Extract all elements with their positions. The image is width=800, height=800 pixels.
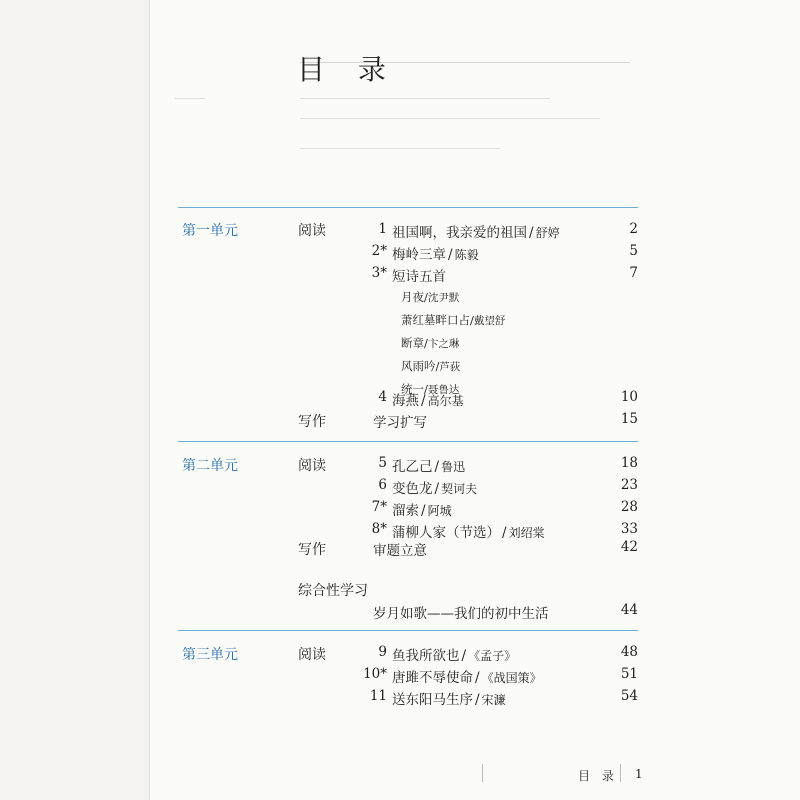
entry-page: 7 (629, 265, 638, 281)
section-label-comprehensive: 综合性学习 (298, 583, 368, 599)
toc-entry[interactable] (360, 499, 638, 517)
separator: / (421, 393, 426, 409)
unit-label: 第三单元 (182, 647, 238, 663)
entry-author: 舒婷 (535, 226, 560, 240)
poem-author: 戴望舒 (473, 315, 506, 327)
entry-number: 4 (378, 389, 387, 405)
entry-title: 孔乙己 (392, 459, 433, 475)
entry-author: 《孟子》 (468, 649, 517, 663)
entry-page: 42 (620, 539, 638, 555)
toc-entry[interactable] (360, 477, 638, 495)
separator: / (470, 313, 474, 327)
separator: / (475, 670, 480, 686)
entry-author: 《战国策》 (481, 671, 542, 685)
poem-author: 聂鲁达 (427, 384, 460, 396)
separator: / (448, 247, 453, 263)
entry-page: 10 (620, 389, 638, 405)
entry-title: 梅岭三章 (392, 247, 446, 263)
section-label-reading: 阅读 (298, 458, 326, 474)
poem-entry[interactable] (401, 358, 460, 374)
entry-number: 7* (371, 499, 387, 515)
entry-number: 2* (371, 243, 387, 259)
poem-entry[interactable] (401, 312, 505, 328)
entry-author: 契诃夫 (441, 482, 478, 496)
entry-author: 刘绍棠 (508, 526, 545, 540)
entry-title: 蒲柳人家（节选） (392, 525, 500, 541)
entry-title: 溜索 (392, 503, 419, 519)
page-title: 目 录 (297, 53, 398, 86)
poem-author: 芦荻 (439, 361, 461, 373)
entry-number: 10* (363, 666, 387, 682)
unit-divider (178, 441, 638, 442)
separator: / (434, 481, 440, 497)
entry-number: 5 (378, 455, 387, 471)
entry-number: 1 (378, 221, 387, 237)
separator: / (424, 382, 428, 396)
entry-page: 15 (620, 411, 638, 427)
poem-title: 风雨吟 (401, 359, 436, 373)
toc-entry[interactable] (360, 455, 638, 473)
entry-title: 变色龙 (392, 481, 433, 497)
footer-divider (620, 764, 621, 782)
entry-title: 海燕 (392, 393, 419, 409)
entry-title: 短诗五首 (392, 269, 446, 285)
section-label-writing: 写作 (298, 542, 326, 558)
unit-divider (178, 630, 638, 631)
entry-page: 54 (620, 688, 638, 704)
footer-label: 目 录 (578, 769, 618, 783)
entry-number: 6 (378, 477, 387, 493)
entry-author: 高尔基 (427, 394, 464, 408)
entry-author: 鲁迅 (441, 460, 466, 474)
writing-entry[interactable]: 学习扩写 (373, 415, 427, 431)
section-label-reading: 阅读 (298, 647, 326, 663)
poem-title: 统一 (401, 382, 424, 396)
entry-page: 48 (620, 644, 638, 660)
unit-label: 第二单元 (182, 458, 238, 474)
separator: / (424, 336, 428, 350)
toc-entry[interactable] (360, 521, 638, 539)
entry-number: 8* (371, 521, 387, 537)
toc-entry[interactable] (360, 265, 638, 283)
toc-entry[interactable] (360, 389, 638, 407)
separator: / (461, 648, 467, 664)
entry-page: 44 (620, 602, 638, 618)
toc-entry[interactable] (360, 644, 638, 662)
entry-page: 23 (620, 477, 638, 493)
separator: / (529, 225, 534, 241)
comprehensive-entry[interactable]: 岁月如歌——我们的初中生活 (373, 606, 549, 622)
poem-title: 萧红墓畔口占 (401, 313, 470, 327)
entry-page: 51 (620, 666, 638, 682)
entry-page: 18 (620, 455, 638, 471)
entry-number: 3* (371, 265, 387, 281)
separator: / (475, 692, 480, 708)
toc-entry[interactable] (360, 666, 638, 684)
entry-title: 送东阳马生序 (392, 692, 473, 708)
poem-author: 沈尹默 (427, 292, 460, 304)
poem-entry[interactable] (401, 335, 459, 351)
separator: / (502, 525, 507, 541)
entry-page: 33 (620, 521, 638, 537)
section-label-reading: 阅读 (298, 223, 326, 239)
toc-entry[interactable] (360, 688, 638, 706)
entry-author: 陈毅 (454, 248, 479, 262)
page-number: 1 (635, 767, 643, 781)
entry-author: 宋濂 (481, 693, 506, 707)
entry-number: 11 (369, 688, 387, 704)
footer-divider (482, 764, 483, 782)
entry-page: 28 (620, 499, 638, 515)
entry-page: 5 (629, 243, 638, 259)
section-label-writing: 写作 (298, 414, 326, 430)
separator: / (435, 359, 440, 373)
entry-title: 祖国啊，我亲爱的祖国 (392, 225, 527, 241)
toc-entry[interactable] (360, 243, 638, 261)
poem-title: 断章 (401, 336, 424, 350)
entry-title: 唐雎不辱使命 (392, 670, 473, 686)
entry-title: 鱼我所欲也 (392, 648, 460, 664)
poem-title: 月夜 (401, 290, 424, 304)
entry-number: 9 (378, 644, 387, 660)
separator: / (424, 290, 428, 304)
writing-entry[interactable]: 审题立意 (373, 543, 427, 559)
unit-divider (178, 207, 638, 208)
entry-author: 阿城 (427, 504, 452, 518)
toc-entry[interactable] (360, 221, 638, 239)
entry-page: 2 (629, 221, 638, 237)
unit-label: 第一单元 (182, 223, 238, 239)
poem-author: 卞之琳 (427, 338, 460, 350)
separator: / (421, 503, 426, 519)
poem-entry[interactable] (401, 289, 459, 305)
separator: / (434, 459, 440, 475)
